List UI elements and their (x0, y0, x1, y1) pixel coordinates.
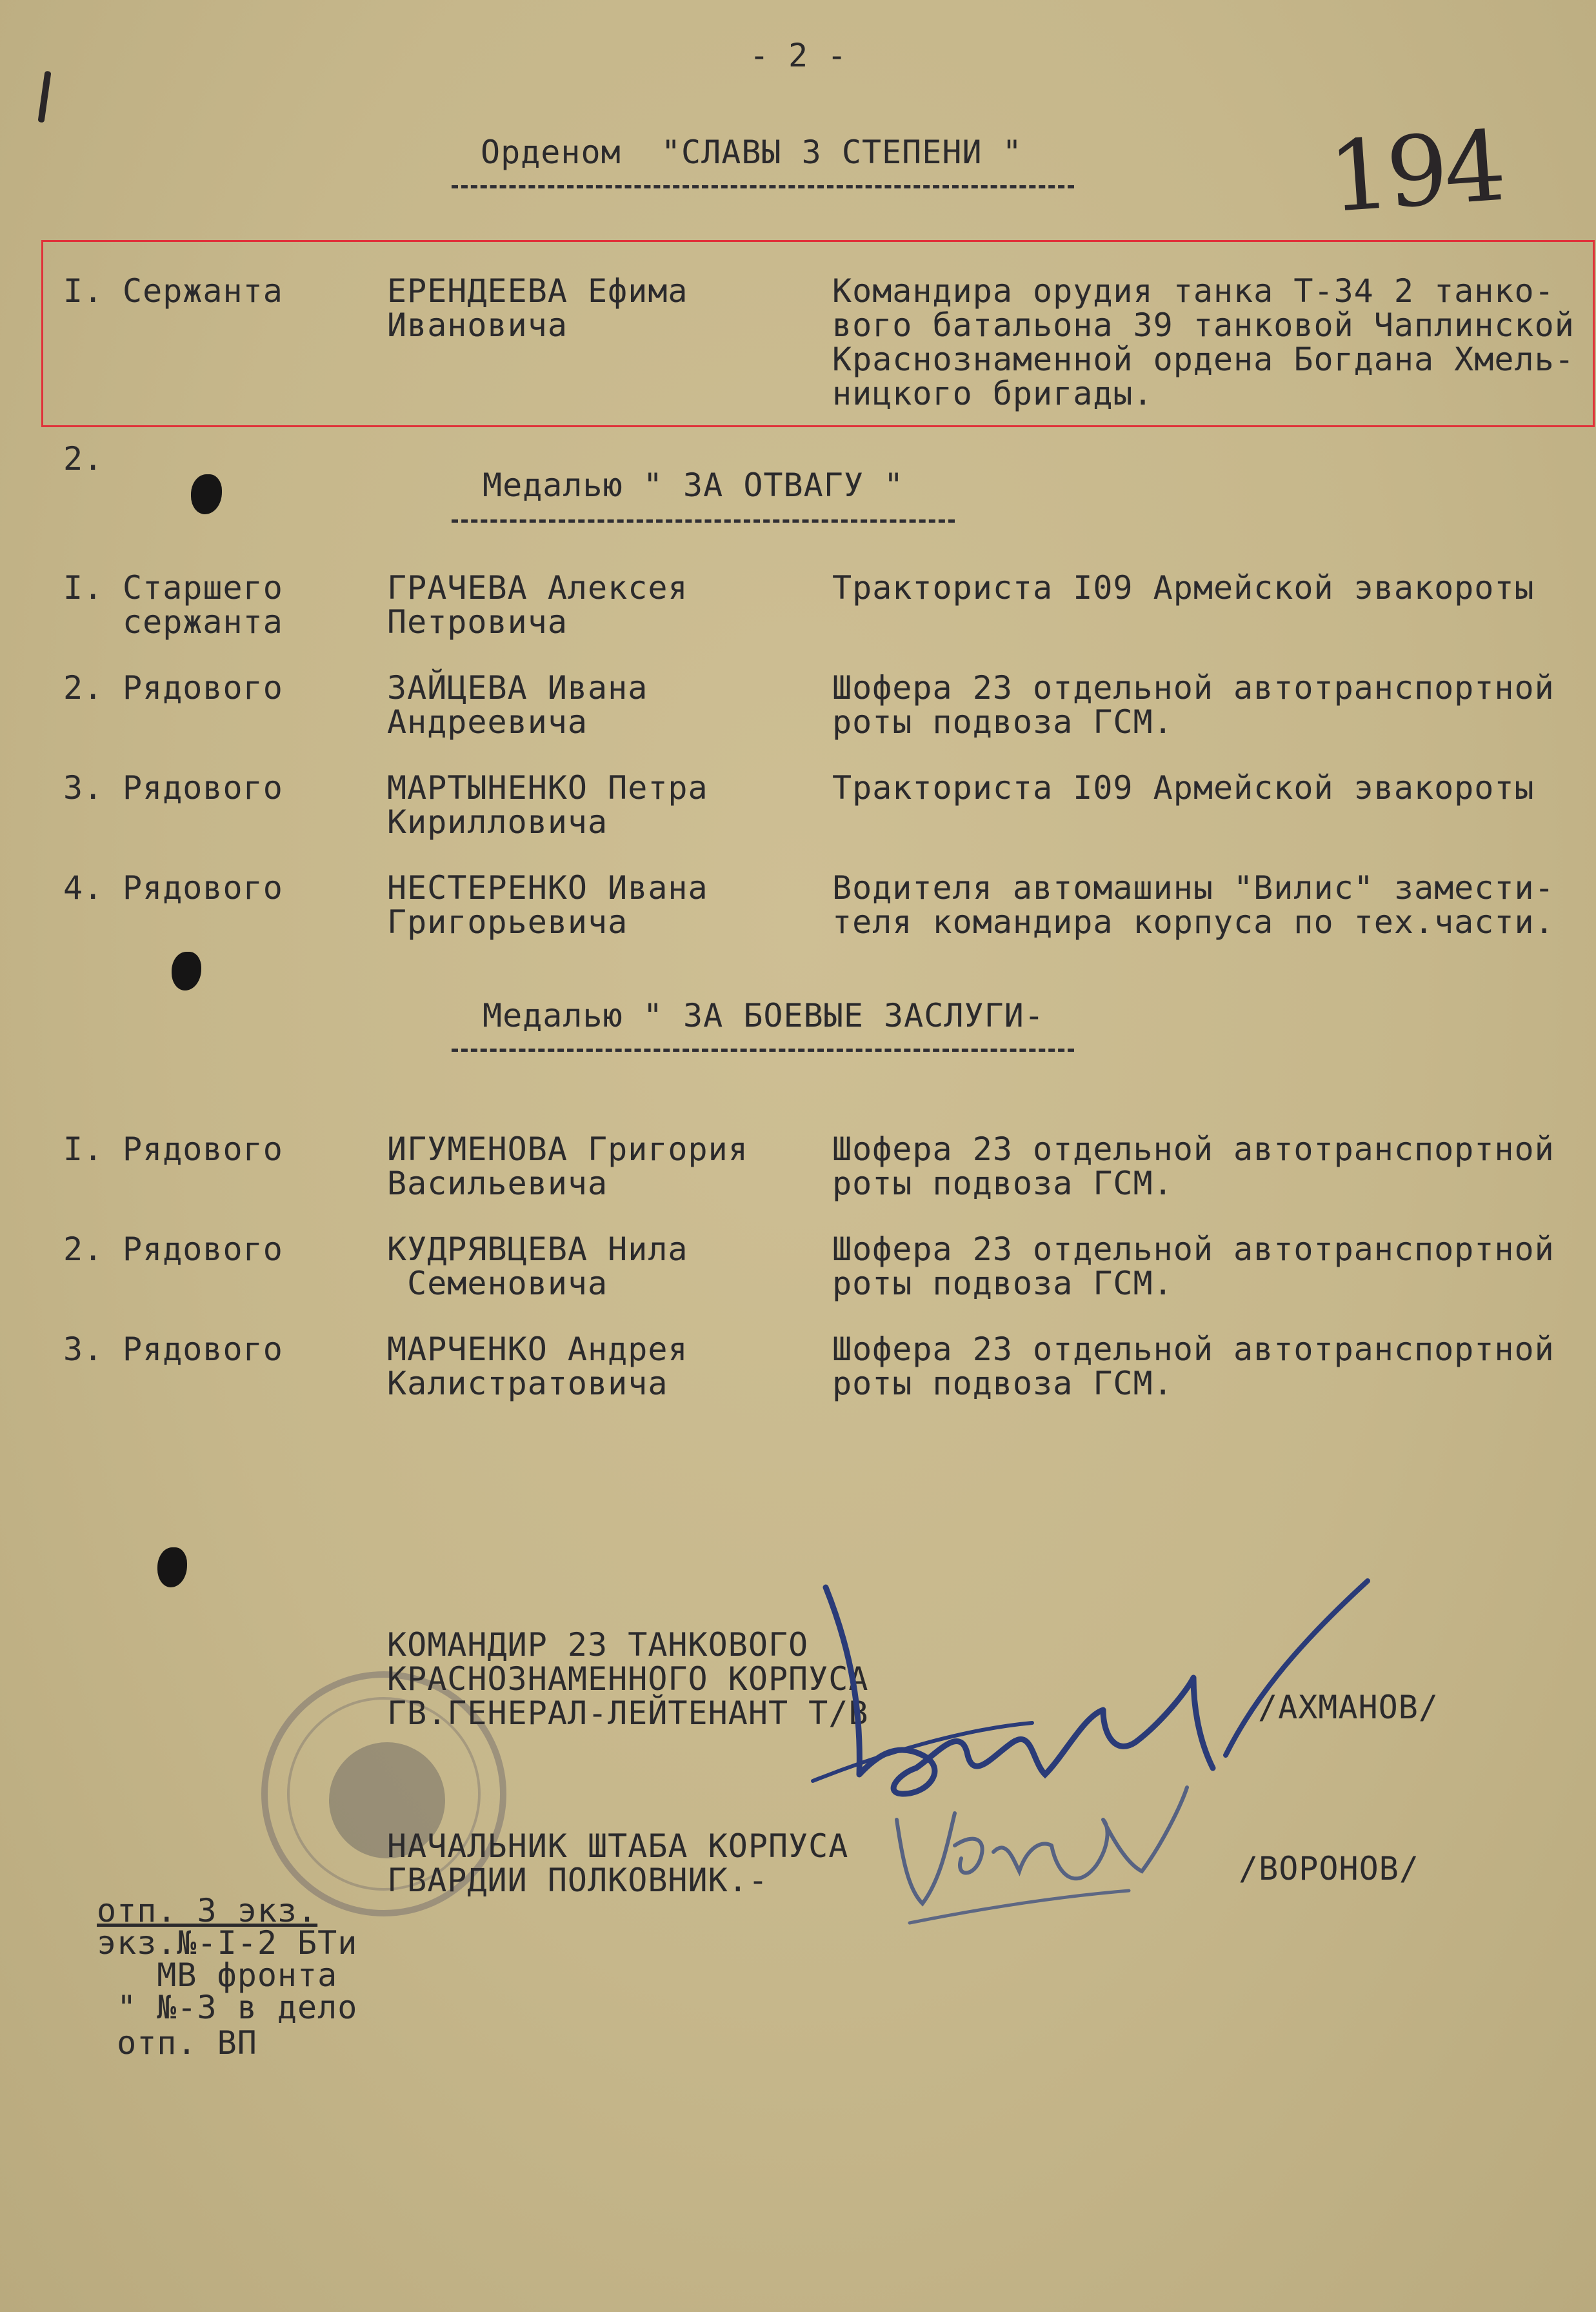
entry-number: 2. (63, 1231, 104, 1268)
entry-name: ГРАЧЕВА Алексея (387, 569, 688, 607)
punch-hole (191, 474, 222, 514)
distribution-line: " №-3 в дело (97, 1989, 358, 2026)
entry-role: ницкого бригады. (832, 375, 1153, 412)
trailing-number: 2. (63, 440, 104, 477)
chief-signature (884, 1768, 1219, 1949)
section2-heading: Медалью " ЗА ОТВАГУ " (483, 467, 904, 504)
archive-number: 194 (1325, 110, 1506, 235)
entry-name: МАРТЫНЕНКО Петра (387, 769, 708, 807)
entry-name: Кирилловича (387, 803, 608, 841)
entry-name: ИГУМЕНОВА Григория (387, 1131, 748, 1168)
commander-title: КРАСНОЗНАМЕННОГО КОРПУСА (387, 1660, 869, 1698)
punch-hole (172, 952, 201, 990)
entry-role: Шофера 23 отдельной автотранспортной (832, 1331, 1555, 1368)
entry-role: Водителя автомашины "Вилис" замести- (832, 869, 1555, 907)
entry-name: ЕРЕНДЕЕВА Ефима (387, 272, 688, 310)
margin-mark (37, 71, 51, 123)
entry-role: Тракториста I09 Армейской эвакороты (832, 769, 1535, 807)
entry-role: теля командира корпуса по тех.части. (832, 903, 1555, 941)
entry-name: Васильевича (387, 1165, 608, 1202)
punch-hole (157, 1547, 187, 1587)
entry-role: Шофера 23 отдельной автотранспортной (832, 1231, 1555, 1268)
distribution-line: МВ фронта (97, 1956, 338, 1994)
commander-title: КОМАНДИР 23 ТАНКОВОГО (387, 1626, 809, 1664)
entry-role: Шофера 23 отдельной автотранспортной (832, 669, 1555, 707)
entry-number: I. (63, 569, 104, 607)
chief-name: /ВОРОНОВ/ (1239, 1850, 1419, 1887)
entry-number: 3. (63, 1331, 104, 1368)
page-number: - 2 - (749, 37, 847, 74)
entry-role: роты подвоза ГСМ. (832, 703, 1173, 741)
entry-role: роты подвоза ГСМ. (832, 1365, 1173, 1402)
entry-rank: Рядового (123, 1231, 283, 1268)
entry-number: 2. (63, 669, 104, 707)
chief-title: НАЧАЛЬНИК ШТАБА КОРПУСА (387, 1827, 849, 1865)
entry-rank: Рядового (123, 1331, 283, 1368)
entry-role: Краснознаменной ордена Богдана Хмель- (832, 341, 1575, 378)
entry-number: 4. (63, 869, 104, 907)
entry-role: Тракториста I09 Армейской эвакороты (832, 569, 1535, 607)
distribution-line: отп. 3 экз. (97, 1892, 318, 1929)
section3-heading: Медалью " ЗА БОЕВЫЕ ЗАСЛУГИ- (483, 997, 1044, 1034)
entry-name: ЗАЙЦЕВА Ивана (387, 669, 648, 707)
commander-name: /АХМАНОВ/ (1258, 1689, 1439, 1726)
heading-underline (452, 1049, 1074, 1052)
entry-name: Григорьевича (387, 903, 628, 941)
entry-rank: Рядового (123, 669, 283, 707)
entry-rank: Сержанта (123, 272, 283, 310)
distribution-line: отп. ВП (97, 2024, 257, 2062)
entry-role: вого батальона 39 танковой Чаплинской (832, 307, 1575, 344)
entry-role: Командира орудия танка Т-34 2 танко- (832, 272, 1555, 310)
entry-role: Шофера 23 отдельной автотранспортной (832, 1131, 1555, 1168)
entry-name: МАРЧЕНКО Андрея (387, 1331, 688, 1368)
entry-number: I. (63, 272, 104, 310)
entry-name: Семеновича (387, 1265, 608, 1302)
distribution-line: экз.№-I-2 БТи (97, 1924, 358, 1962)
entry-role: роты подвоза ГСМ. (832, 1265, 1173, 1302)
heading-underline (452, 519, 955, 523)
entry-name: Ивановича (387, 307, 568, 344)
heading-underline (452, 185, 1074, 188)
entry-rank: Старшего (123, 569, 283, 607)
entry-name: КУДРЯВЦЕВА Нила (387, 1231, 688, 1268)
entry-number: I. (63, 1131, 104, 1168)
entry-rank: Рядового (123, 1131, 283, 1168)
entry-name: НЕСТЕРЕНКО Ивана (387, 869, 708, 907)
entry-number: 3. (63, 769, 104, 807)
chief-title: ГВАРДИИ ПОЛКОВНИК.- (387, 1862, 768, 1899)
entry-name: Андреевича (387, 703, 588, 741)
entry-name: Калистратовича (387, 1365, 668, 1402)
section1-heading: Орденом "СЛАВЫ 3 СТЕПЕНИ " (481, 134, 1022, 171)
entry-rank: Рядового (123, 769, 283, 807)
entry-name: Петровича (387, 603, 568, 641)
commander-title: ГВ.ГЕНЕРАЛ-ЛЕЙТЕНАНТ Т/В (387, 1694, 869, 1732)
entry-rank: Рядового (123, 869, 283, 907)
entry-role: роты подвоза ГСМ. (832, 1165, 1173, 1202)
entry-rank: сержанта (123, 603, 283, 641)
